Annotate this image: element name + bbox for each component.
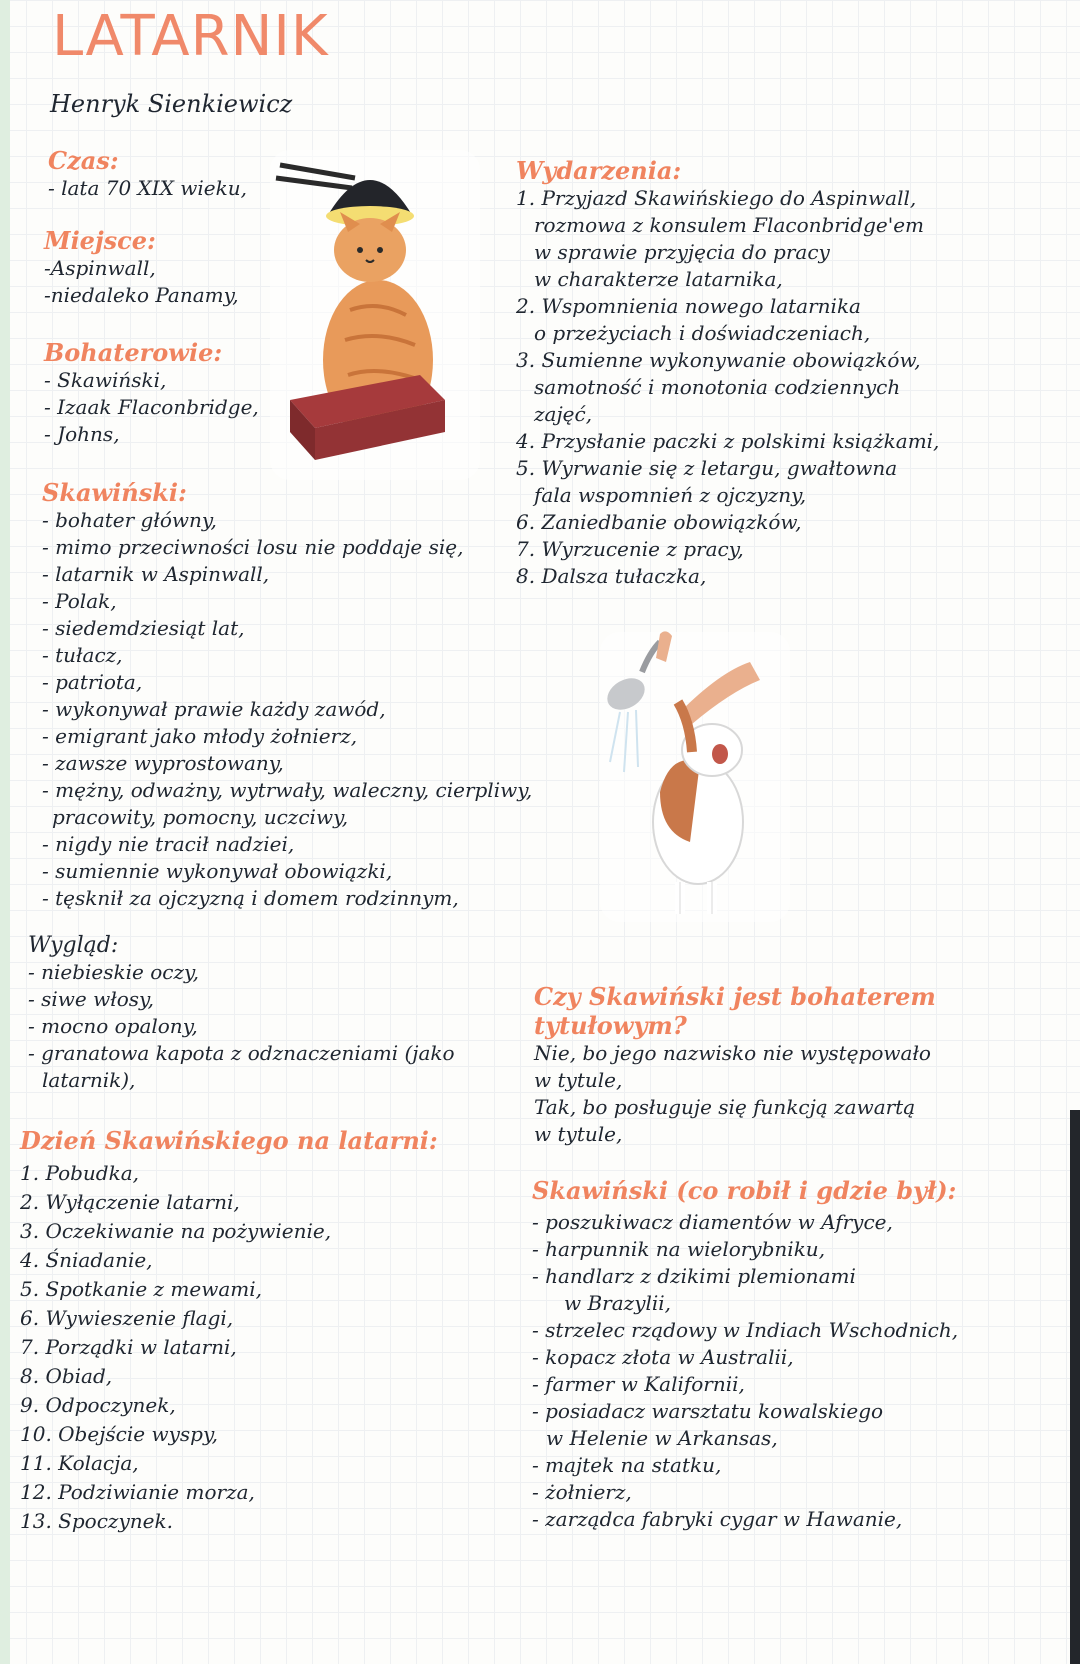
list-item: - wykonywał prawie każdy zawód, [42,697,386,721]
list-item: 2. Wyłączenie latarni, [20,1190,240,1214]
heading-bohaterowie: Bohaterowie: [44,338,223,367]
list-item: o przeżyciach i doświadczeniach, [534,321,871,345]
list-item: 2. Wspomnienia nowego latarnika [516,294,861,318]
list-item: - mocno opalony, [28,1014,198,1038]
list-item: -niedaleko Panamy, [44,283,239,307]
list-item: 13. Spoczynek. [20,1509,173,1533]
list-item: rozmowa z konsulem Flaconbridge'em [534,213,924,237]
list-item: - poszukiwacz diamentów w Afryce, [532,1210,893,1234]
list-item: - farmer w Kalifornii, [532,1372,745,1396]
section-czas [48,146,247,202]
list-item: - handlarz z dzikimi plemionami [532,1264,856,1288]
list-item: 4. Śniadanie, [20,1248,153,1272]
list-item: - emigrant jako młody żołnierz, [42,724,358,748]
heading-tytulowy-1: Czy Skawiński jest bohaterem [534,982,936,1011]
list-item: - bohater główny, [42,508,217,532]
list-item: zajęć, [534,402,593,426]
list-item: latarnik), [42,1068,136,1092]
list-item: - tęsknił za ojczyzną i domem rodzinnym, [42,886,459,910]
list-item: pracowity, pomocny, uczciwy, [52,805,349,829]
list-item: - strzelec rządowy w Indiach Wschodnich, [532,1318,959,1342]
list-item: - lata 70 XIX wieku, [48,176,248,200]
author: Henryk Sienkiewicz [50,90,293,118]
list-item: w Helenie w Arkansas, [546,1426,778,1450]
list-item: 4. Przysłanie paczki z polskimi książkami, [516,429,940,453]
list-item: - siedemdziesiąt lat, [42,616,245,640]
list-item: - posiadacz warsztatu kowalskiego [532,1399,884,1423]
list-item: w charakterze latarnika, [534,267,783,291]
section-skawinski [42,478,532,912]
list-item: 8. Dalsza tułaczka, [516,564,707,588]
section-wyglad [28,932,455,1094]
list-item: - Izaak Flaconbridge, [44,395,259,419]
heading-zawody: Skawiński (co robił i gdzie był): [532,1176,957,1205]
list-item: 11. Kolacja, [20,1451,139,1475]
cat-lamp-sticker-icon [270,150,480,480]
heading-dzien: Dzień Skawińskiego na latarni: [20,1126,438,1155]
list-item: 3. Oczekiwanie na pożywienie, [20,1219,332,1243]
list-item: 3. Sumienne wykonywanie obowiązków, [516,348,921,372]
list-item: samotność i monotonia codziennych [534,375,901,399]
list-item: - siwe włosy, [28,987,154,1011]
list-item: Tak, bo posługuje się funkcją zawartą [534,1095,916,1119]
list-item: - majtek na statku, [532,1453,722,1477]
list-item: - zarządca fabryki cygar w Hawanie, [532,1507,903,1531]
list-item: - patriota, [42,670,143,694]
heading-miejsce: Miejsce: [44,226,156,255]
list-item: -Aspinwall, [44,256,156,280]
list-item: - sumiennie wykonywał obowiązki, [42,859,393,883]
list-item: - żołnierz, [532,1480,632,1504]
list-item: 1. Pobudka, [20,1161,140,1185]
left-margin-strip [0,0,10,1664]
heading-tytulowy-2: tytułowym? [534,1011,687,1040]
list-item: - mimo przeciwności losu nie poddaje się, [42,535,464,559]
list-item: - latarnik w Aspinwall, [42,562,270,586]
list-item: - kopacz złota w Australii, [532,1345,794,1369]
list-item: - mężny, odważny, wytrwały, waleczny, cierpliwy, [42,778,533,802]
section-wydarzenia [516,156,939,590]
list-item: 6. Wywieszenie flagi, [20,1306,234,1330]
heading-wydarzenia: Wydarzenia: [516,156,682,185]
list-item: fala wspomnień z ojczyzny, [534,483,807,507]
list-item: 9. Odpoczynek, [20,1393,176,1417]
list-item: - harpunnik na wielorybniku, [532,1237,826,1261]
list-item: 5. Wyrwanie się z letargu, gwałtowna [516,456,898,480]
list-item: w tytule, [534,1068,623,1092]
list-item: 10. Obejście wyspy, [20,1422,218,1446]
right-edge-strip [1070,1110,1080,1664]
list-item: - Johns, [44,422,120,446]
list-item: 7. Porządki w latarni, [20,1335,237,1359]
list-item: - niebieskie oczy, [28,960,200,984]
heading-skawinski: Skawiński: [42,478,187,507]
list-item: 12. Podziwianie morza, [20,1480,255,1504]
heading-wyglad: Wygląd: [28,933,119,958]
section-tytulowy [534,982,936,1148]
list-item: 5. Spotkanie z mewami, [20,1277,262,1301]
list-item: - Skawiński, [44,368,167,392]
list-item: 7. Wyrzucenie z pracy, [516,537,744,561]
list-item: - zawsze wyprostowany, [42,751,284,775]
list-item: - granatowa kapota z odznaczeniami (jako [28,1041,455,1065]
list-item: - tułacz, [42,643,123,667]
list-item: - nigdy nie tracił nadziei, [42,832,295,856]
cat-shower-sticker-icon [600,632,790,922]
list-item: 8. Obiad, [20,1364,113,1388]
list-item: 1. Przyjazd Skawińskiego do Aspinwall, [516,186,917,210]
section-bohaterowie [44,338,259,448]
section-dzien [20,1126,438,1536]
list-item: w sprawie przyjęcia do pracy [534,240,830,264]
list-item: w tytule, [534,1122,623,1146]
section-miejsce [44,226,239,309]
list-item: w Brazylii, [564,1291,672,1315]
list-item: Nie, bo jego nazwisko nie występowało [534,1041,931,1065]
page-title: LATARNIK [52,4,329,69]
section-zawody [532,1176,958,1533]
list-item: - Polak, [42,589,117,613]
list-item: 6. Zaniedbanie obowiązków, [516,510,802,534]
heading-czas: Czas: [48,146,119,175]
